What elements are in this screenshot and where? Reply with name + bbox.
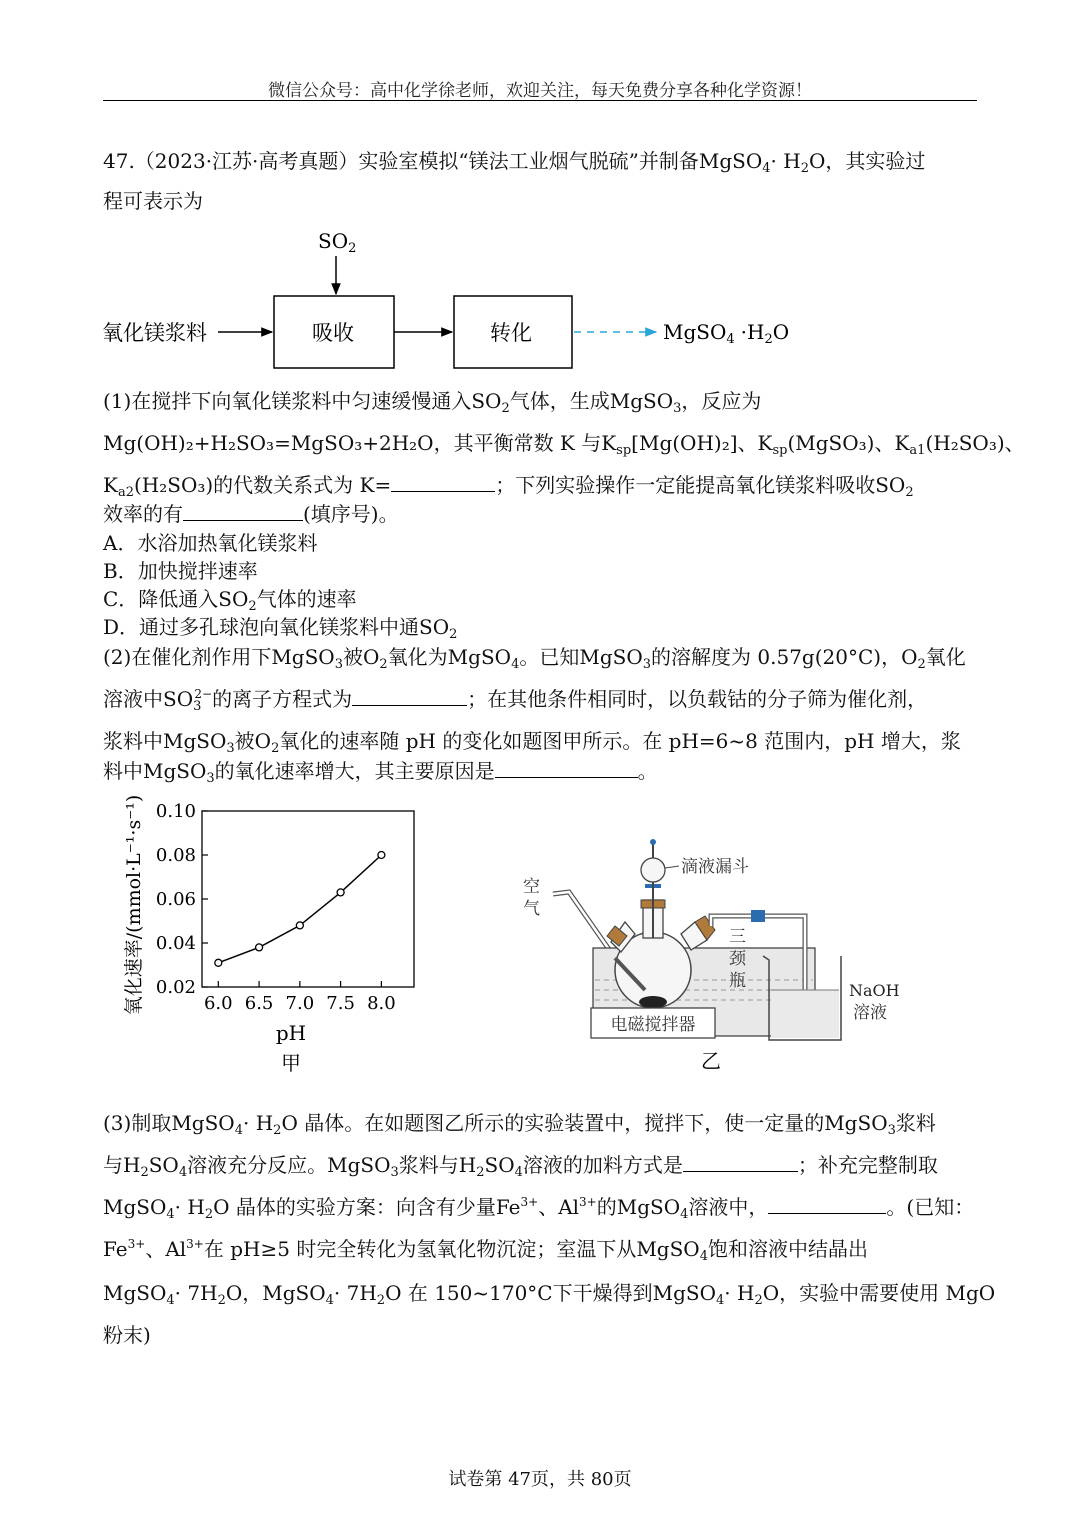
- so2-label: $SO_2$: [318, 229, 357, 256]
- chart-data-point: [337, 889, 344, 896]
- chart-x-tick-label: 6.5: [244, 993, 274, 1014]
- convert-label: 转化: [490, 321, 532, 345]
- part2-line-3: 浆料中MgSO$_3$被$O_2$氧化的速率随 pH 的变化如题图甲所示。在 pH=6~8 范围内，pH 增大，浆: [103, 729, 961, 756]
- part2-line-1: (2)在催化剂作用下MgSO$_3$被$O_2$氧化为MgSO$_4$。已知MgSO$_3$的溶解度为 0.57g(20°C)，$O_2$氧化: [103, 645, 966, 672]
- chart-x-tick-label: 7.0: [285, 993, 315, 1014]
- chart-data-point: [215, 959, 222, 966]
- question-intro-line-2: 程可表示为: [103, 189, 203, 213]
- answer-blank-k[interactable]: [391, 473, 495, 492]
- flask-label-1: 三: [729, 927, 746, 947]
- apparatus-caption: 乙: [701, 1049, 721, 1073]
- funnel-label: 滴液漏斗: [681, 857, 749, 877]
- chart-x-axis-label: pH: [275, 1021, 307, 1045]
- chart-y-tick-label: 0.04: [155, 933, 196, 954]
- chart-y-tick-label: 0.06: [155, 889, 196, 910]
- tube-clamp: [751, 910, 765, 922]
- answer-blank-feeding-method[interactable]: [683, 1153, 798, 1172]
- answer-blank-ionic-equation[interactable]: [352, 687, 467, 706]
- stir-bar: [639, 996, 667, 1008]
- naoh-label-2: 溶液: [853, 1003, 887, 1023]
- chart-x-tick-label: 8.0: [367, 993, 396, 1014]
- air-label-1: 空: [523, 877, 540, 897]
- chart-plot-frame: [202, 811, 414, 987]
- part2-line-4: 料中MgSO$_3$的氧化速率增大，其主要原因是 。: [103, 759, 658, 786]
- part3-line-4: $Fe^{3+}$、$Al^{3+}$在 pH≥5 时完全转化为氢氧化物沉淀；室温下从MgSO$_4$饱和溶液中结晶出: [103, 1237, 868, 1264]
- stirrer-label: 电磁搅拌器: [610, 1015, 696, 1035]
- part3-line-5: MgSO$_4$· $7H_2O$，MgSO$_4$· $7H_2O$ 在 150~170°C下干燥得到MgSO$_4$· $H_2O$，实验中需要使用 MgO: [103, 1281, 996, 1308]
- page-footer: 试卷第 47页，共 80页: [448, 1469, 632, 1490]
- chart-series-line: [218, 855, 381, 963]
- chart-data-point: [378, 852, 385, 859]
- answer-blank-reason[interactable]: [495, 759, 638, 778]
- page-header: 微信公众号：高中化学徐老师，欢迎关注，每天免费分享各种化学资源！: [268, 81, 812, 101]
- part3-line-3: MgSO$_4$· $H_2O$ 晶体的实验方案：向含有少量$Fe^{3+}$、$Al^{3+}$的MgSO$_4$溶液中， 。(已知：: [103, 1195, 975, 1222]
- flow-start-label: 氧化镁浆料: [102, 321, 207, 345]
- chart-caption: 甲: [281, 1051, 301, 1075]
- chart-x-tick-label: 7.5: [326, 993, 355, 1014]
- oxidation-rate-chart: [110, 795, 420, 1080]
- air-label-2: 气: [523, 899, 540, 919]
- part3-line-6: 粉末): [103, 1323, 151, 1347]
- naoh-label-1: NaOH: [849, 981, 900, 1000]
- experiment-apparatus-diagram: [515, 830, 915, 1080]
- answer-blank-options[interactable]: [183, 502, 303, 521]
- chart-y-axis-label: 氧化速率/(mmol·L⁻¹·s⁻¹): [123, 795, 145, 1016]
- dropping-funnel[interactable]: [641, 858, 665, 882]
- option-d: D．通过多孔球泡向氧化镁浆料中通$SO_2$: [103, 615, 458, 642]
- product-label: MgSO$_4$ $\cdot H_2O$: [663, 320, 790, 347]
- flask-label-3: 瓶: [729, 971, 746, 991]
- chart-y-tick-label: 0.02: [155, 977, 196, 998]
- part3-line-1: (3)制取MgSO$_4$· $H_2O$ 晶体。在如题图乙所示的实验装置中，搅拌下，使一定量的MgSO$_3$浆料: [103, 1111, 936, 1138]
- option-b: B．加快搅拌速率: [103, 559, 258, 583]
- part1-line-2: Mg(OH)₂+H₂SO₃=MgSO₃+2H₂O，其平衡常数 K 与$K_{sp}[Mg(OH)_2]$、$K_{sp}(MgSO_3)$、$K_{a1}(H_2SO_3)$、: [103, 431, 1025, 458]
- option-a: A．水浴加热氧化镁浆料: [103, 531, 318, 555]
- flask-label-2: 颈: [729, 949, 746, 969]
- option-c: C．降低通入$SO_2$气体的速率: [103, 587, 357, 614]
- chart-data-point: [296, 922, 303, 929]
- chart-data-point: [256, 944, 263, 951]
- process-flow-diagram: [100, 222, 820, 372]
- question-intro-line-1: 47.（2023·江苏·高考真题）实验室模拟“镁法工业烟气脱硫”并制备MgSO$_4$· $H_2O$，其实验过: [103, 149, 926, 176]
- part1-line-1: (1)在搅拌下向氧化镁浆料中匀速缓慢通入$SO_2$气体，生成MgSO$_3$，反应为: [103, 389, 762, 416]
- part2-line-2: 溶液中$SO_3^{2-}$的离子方程式为 ；在其他条件相同时，以负载钴的分子筛为催化剂，: [103, 687, 928, 714]
- chart-y-tick-label: 0.08: [155, 845, 196, 866]
- part3-line-2: 与$H_2SO_4$溶液充分反应。MgSO$_3$浆料与$H_2SO_4$溶液的加料方式是 ；补充完整制取: [103, 1153, 938, 1180]
- part1-line-4: 效率的有 (填序号)。: [103, 502, 399, 526]
- header-rule: [103, 100, 977, 101]
- part1-line-3: $K_{a2}(H_2SO_3)$的代数关系式为 K= ；下列实验操作一定能提高氧化镁浆料吸收$SO_2$: [103, 473, 914, 500]
- chart-y-tick-label: 0.10: [155, 801, 196, 822]
- absorb-label: 吸收: [312, 321, 354, 345]
- chart-x-tick-label: 6.0: [203, 993, 233, 1014]
- answer-blank-procedure[interactable]: [768, 1195, 886, 1214]
